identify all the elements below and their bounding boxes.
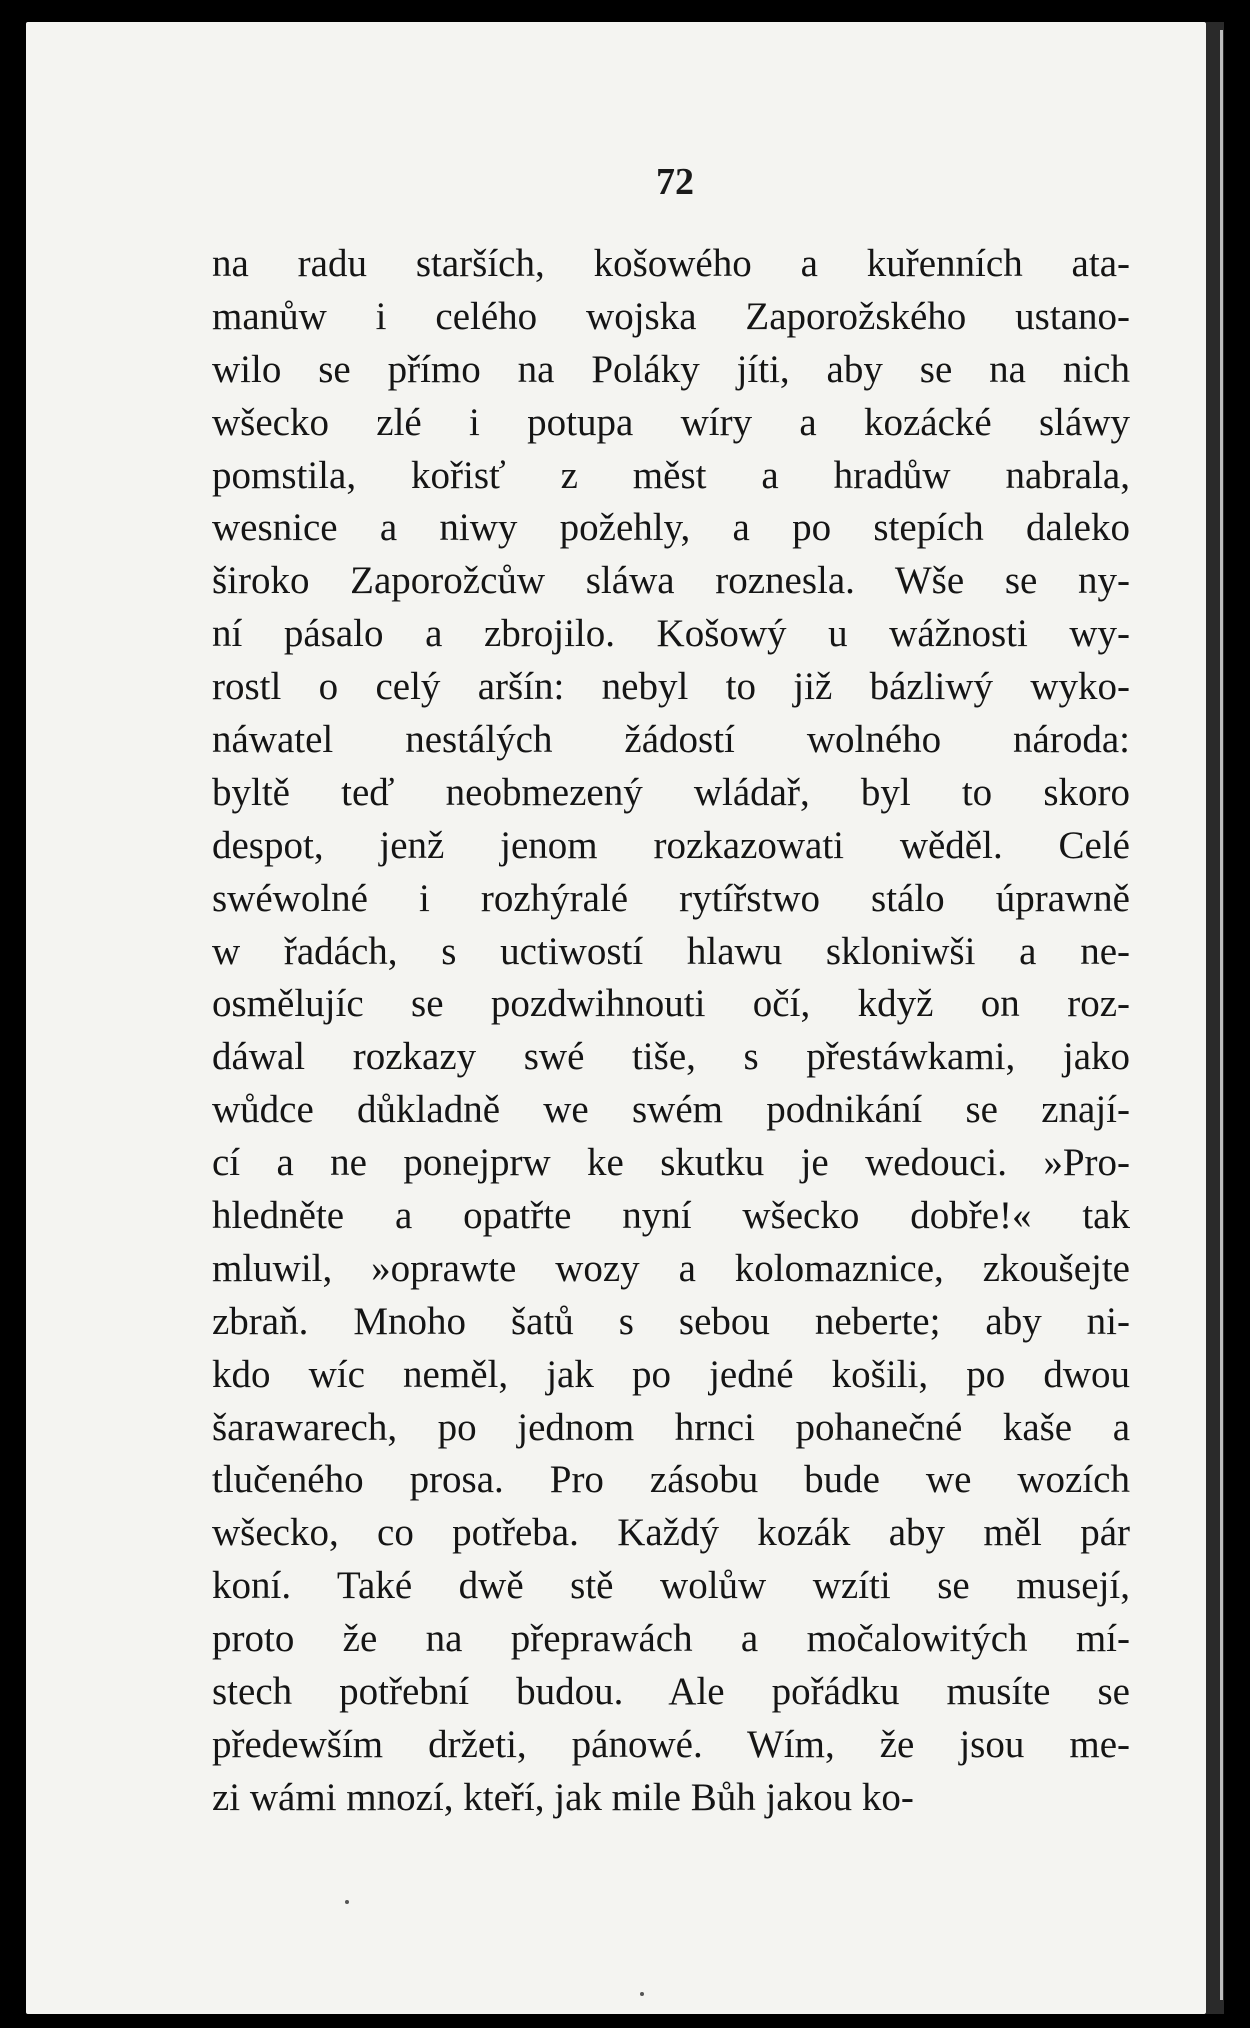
text-line: swéwolné i rozhýralé rytířstwo stálo úprawně [212, 876, 1130, 920]
paper-speck [640, 1992, 644, 1996]
text-line: wůdce důkladně we swém podnikání se znají- [212, 1088, 1130, 1132]
text-line: zi wámi mnozí, kteří, jak mile Bůh jakou ko- [212, 1775, 914, 1819]
text-line: ní pásalo a zbrojilo. Košowý u wážnosti wy- [212, 612, 1130, 656]
text-line: despot, jenž jenom rozkazowati wěděl. Celé [212, 823, 1130, 867]
text-line: rostl o celý aršín: nebyl to již bázliwý wyko- [212, 665, 1130, 709]
text-line: kdo wíc neměl, jak po jedné košili, po dwou [212, 1352, 1130, 1396]
text-line: wšecko zlé i potupa wíry a kozácké sláwy [212, 400, 1130, 444]
text-line: hledněte a opatřte nyní wšecko dobře!« tak [212, 1194, 1130, 1238]
text-line: byltě teď neobmezený wládař, byl to skoro [212, 770, 1130, 814]
text-line: koní. Také dwě stě wolůw wzíti se musejí, [212, 1564, 1130, 1608]
text-line: mluwil, »oprawte wozy a kolomaznice, zkoušejte [212, 1246, 1130, 1290]
text-line: pomstila, kořisť z měst a hradůw nabrala, [212, 453, 1130, 497]
text-line: wilo se přímo na Poláky jíti, aby se na nich [212, 347, 1130, 391]
text-line: w řadách, s uctiwostí hlawu skloniwši a ne- [212, 929, 1130, 973]
page-number: 72 [656, 161, 694, 203]
text-line: osmělujíc se pozdwihnouti očí, když on roz- [212, 982, 1130, 1026]
text-line: předewším držeti, pánowé. Wím, že jsou me- [212, 1722, 1130, 1766]
text-line: náwatel nestálých žádostí wolného národa: [212, 718, 1130, 762]
page-edge-line [1220, 30, 1223, 2000]
text-line: na radu starších, košowého a kuřenních ata- [212, 242, 1130, 285]
text-line: široko Zaporožcůw sláwa roznesla. Wše se ny- [212, 559, 1130, 603]
paper-speck [345, 1900, 349, 1904]
text-line: wesnice a niwy požehly, a po stepích daleko [212, 506, 1130, 550]
text-line: cí a ne ponejprw ke skutku je wedouci. »Pro- [212, 1141, 1130, 1185]
text-line: stech potřební budou. Ale pořádku musíte se [212, 1670, 1130, 1714]
text-line: wšecko, co potřeba. Každý kozák aby měl pár [212, 1511, 1130, 1555]
text-line: šarawarech, po jednom hrnci pohanečné kaše a [212, 1405, 1130, 1449]
text-line: manůw i celého wojska Zaporožského ustano- [212, 294, 1130, 338]
body-text [212, 238, 1130, 1825]
text-line: dáwal rozkazy swé tiše, s přestáwkami, jako [212, 1035, 1130, 1079]
text-line: tlučeného prosa. Pro zásobu bude we wozích [212, 1458, 1130, 1502]
text-line: proto že na přeprawách a močalowitých mí- [212, 1617, 1130, 1661]
text-line: zbraň. Mnoho šatů s sebou neberte; aby ni- [212, 1299, 1130, 1343]
